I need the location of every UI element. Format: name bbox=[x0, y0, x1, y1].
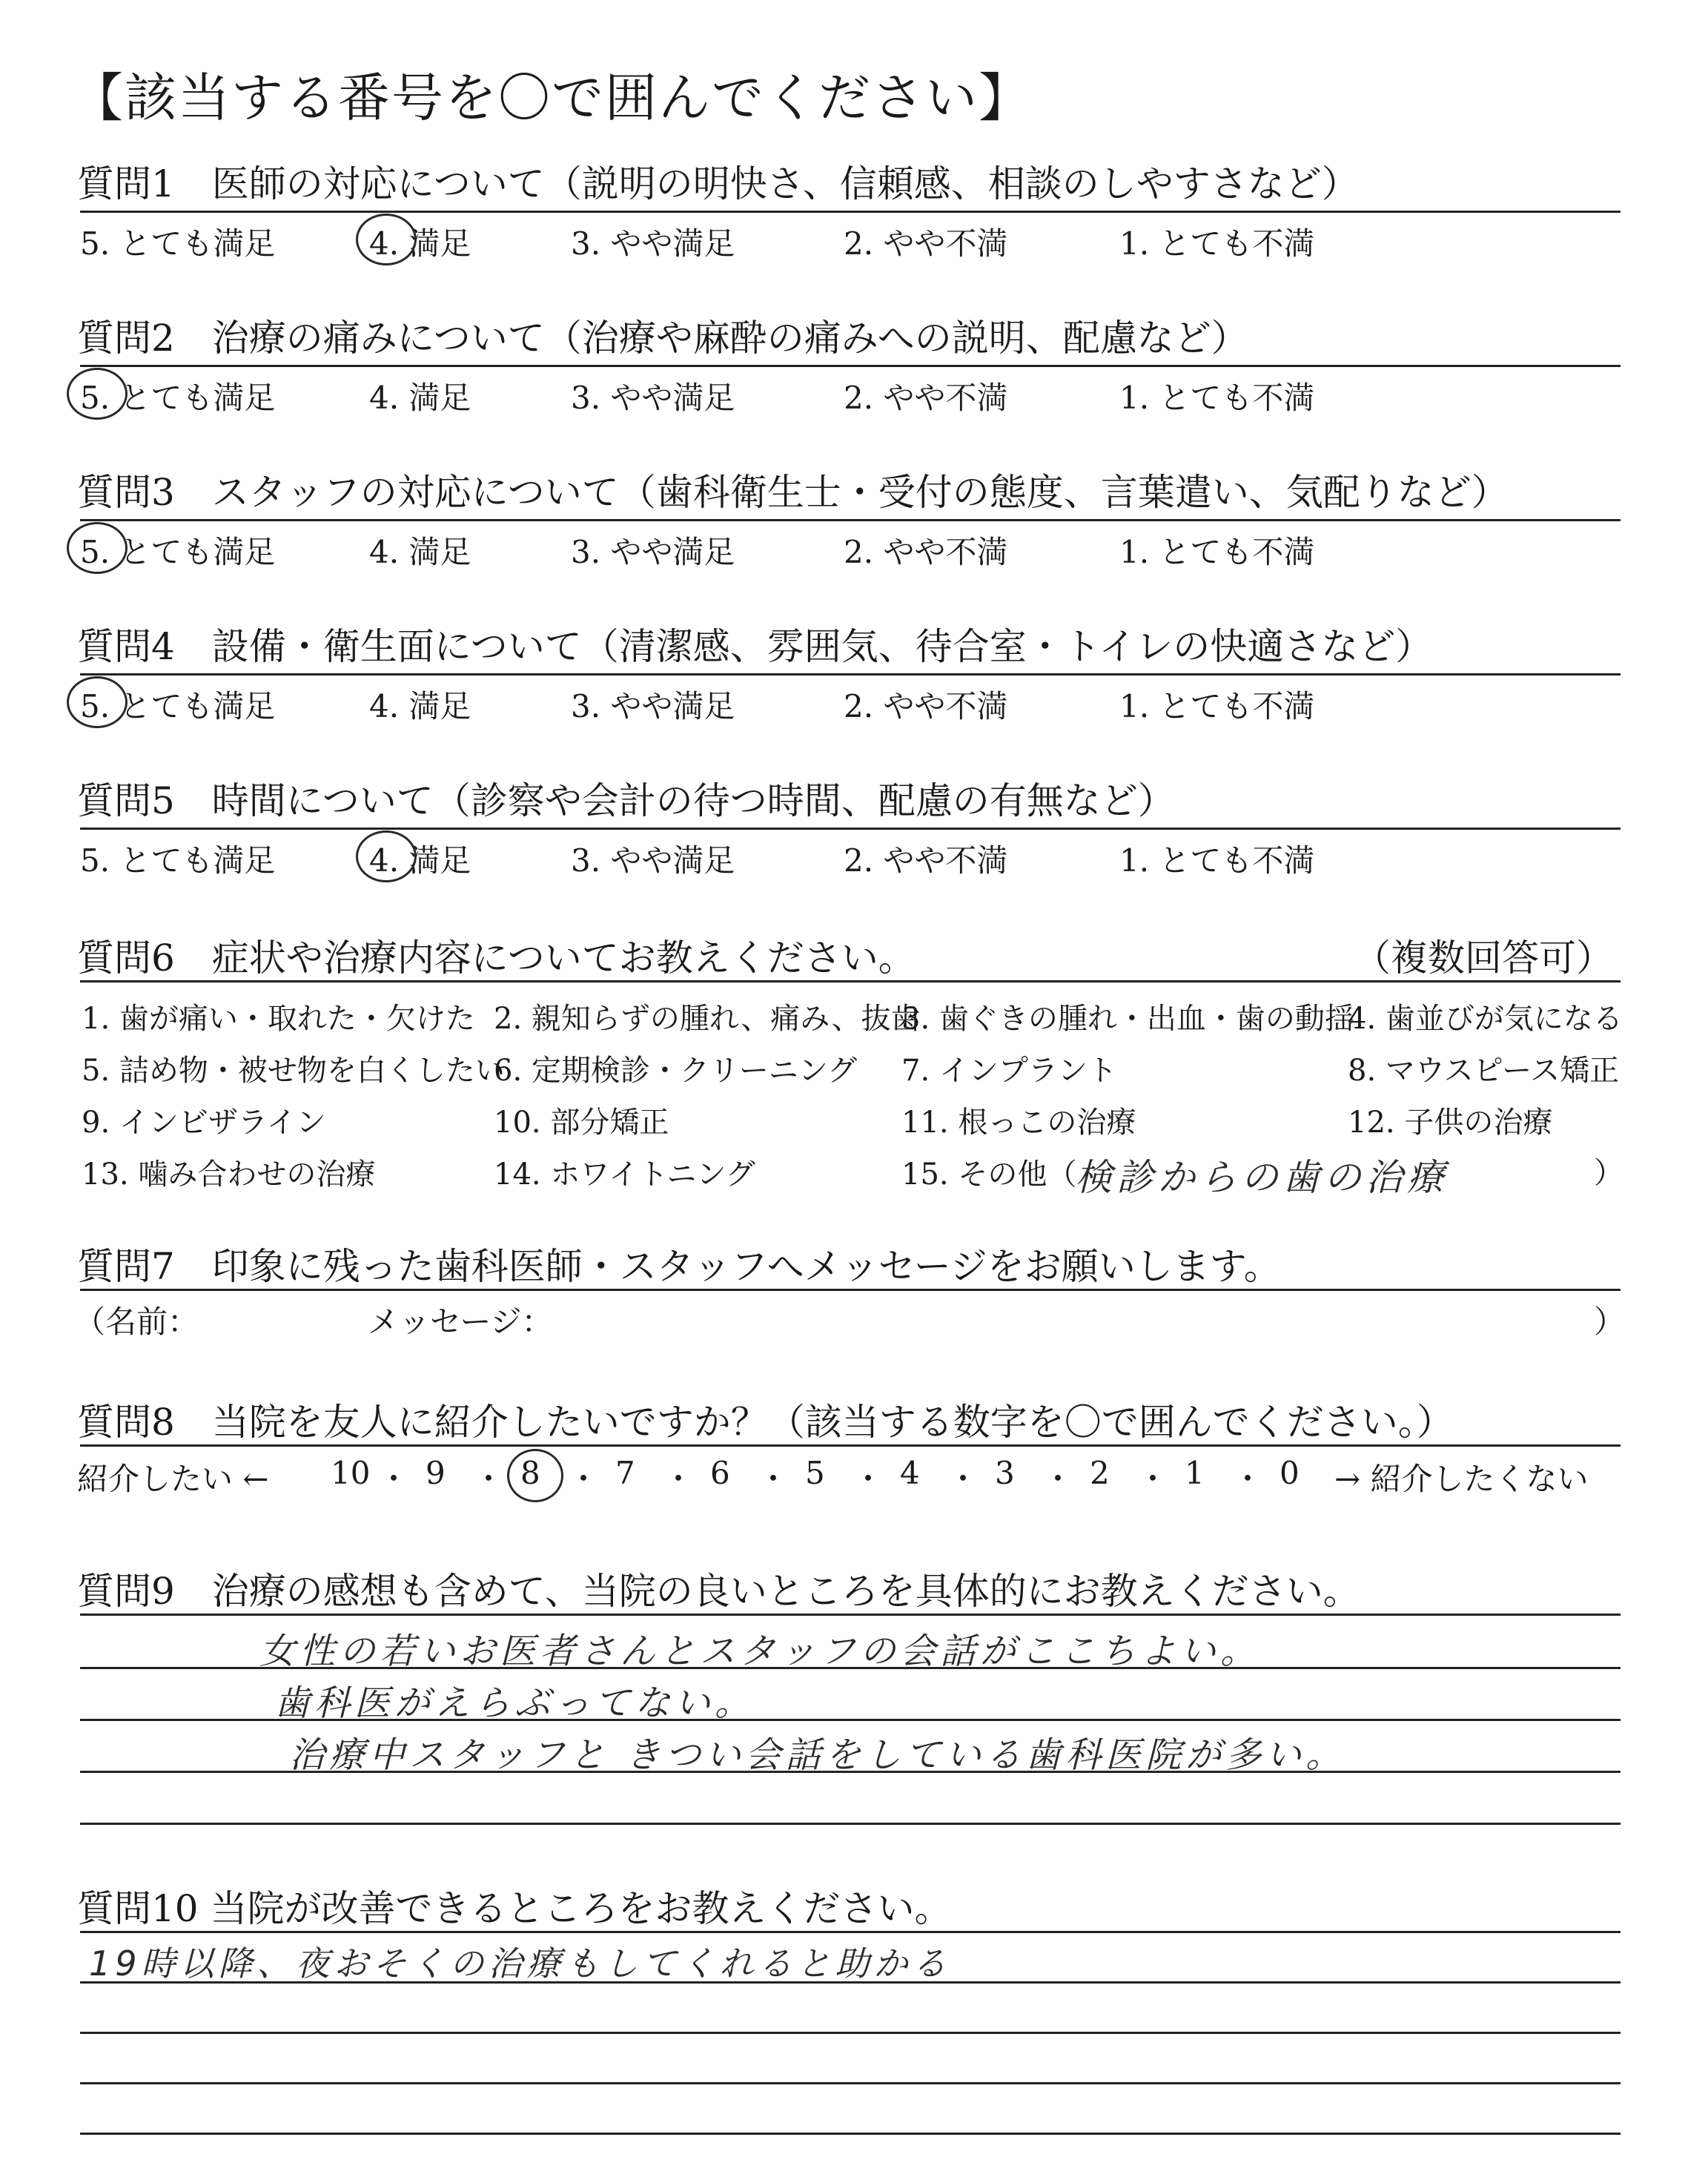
q7-title: 質問7 印象に残った歯科医師・スタッフへメッセージをお願いします。 bbox=[77, 1245, 1281, 1288]
q5-option-3[interactable]: 3. やや満足 bbox=[571, 842, 735, 879]
q8-scale-separator: ・ bbox=[568, 1461, 600, 1497]
q3-option-5[interactable]: 5. とても満足 bbox=[80, 534, 276, 570]
q3-option-2[interactable]: 2. やや不満 bbox=[844, 534, 1008, 570]
q6-other-answer[interactable]: 検診からの歯の治療 bbox=[1075, 1156, 1449, 1199]
q2-title: 質問2 治療の痛みについて（治療や麻酔の痛みへの説明、配慮など） bbox=[77, 317, 1248, 360]
q8-scale-10[interactable]: 10 bbox=[331, 1455, 371, 1491]
q10-rule-4 bbox=[80, 2082, 1621, 2084]
q6-note: （複数回答可） bbox=[1354, 937, 1613, 980]
q4-option-3[interactable]: 3. やや満足 bbox=[571, 688, 735, 724]
q10-rule-5 bbox=[80, 2133, 1621, 2135]
q1-option-2[interactable]: 2. やや不満 bbox=[844, 225, 1008, 262]
q8-scale-separator: ・ bbox=[947, 1461, 979, 1497]
q8-scale-separator: ・ bbox=[378, 1461, 410, 1497]
q9-answer-line-3[interactable]: 治療中スタッフと きつい会話をしている歯科医院が多い。 bbox=[289, 1734, 1346, 1776]
q8-scale-separator: ・ bbox=[473, 1461, 505, 1497]
q9-answer-line-1[interactable]: 女性の若いお医者さんとスタッフの会話がここちよい。 bbox=[259, 1631, 1261, 1672]
q8-scale-0[interactable]: 0 bbox=[1280, 1455, 1300, 1491]
q8-scale-2[interactable]: 2 bbox=[1090, 1455, 1110, 1491]
q4-option-5[interactable]: 5. とても満足 bbox=[80, 688, 276, 724]
q1-option-3[interactable]: 3. やや満足 bbox=[571, 225, 735, 262]
q3-rule bbox=[80, 519, 1621, 521]
q4-title: 質問4 設備・衛生面について（清潔感、雰囲気、待合室・トイレの快適さなど） bbox=[77, 625, 1433, 668]
q5-option-2[interactable]: 2. やや不満 bbox=[844, 842, 1008, 879]
q6-option-13[interactable]: 13. 噛み合わせの治療 bbox=[82, 1157, 376, 1192]
q6-option-15[interactable]: 15. その他（ bbox=[901, 1157, 1077, 1192]
q8-title: 質問8 当院を友人に紹介したいですか？（該当する数字を〇で囲んでください。） bbox=[77, 1401, 1454, 1444]
q7-close: ） bbox=[1594, 1304, 1626, 1340]
q8-rule bbox=[80, 1444, 1621, 1447]
q4-option-1[interactable]: 1. とても不満 bbox=[1119, 688, 1315, 724]
q7-message-label: メッセージ： bbox=[368, 1304, 553, 1340]
q3-selected-circle bbox=[67, 522, 128, 574]
q10-answer-line-1[interactable]: 19時以降、夜おそくの治療もしてくれると助かる bbox=[89, 1943, 951, 1984]
q10-title: 質問10 当院が改善できるところをお教えください。 bbox=[77, 1887, 952, 1930]
q8-scale-7[interactable]: 7 bbox=[615, 1455, 635, 1491]
form-title: 【該当する番号を〇で囲んでください】 bbox=[71, 67, 1032, 128]
q8-scale-5[interactable]: 5 bbox=[805, 1455, 825, 1491]
q2-option-5[interactable]: 5. とても満足 bbox=[80, 380, 276, 416]
q8-scale-separator: ・ bbox=[1232, 1461, 1264, 1497]
q8-right-label: → 紹介したくない bbox=[1334, 1461, 1589, 1497]
q2-option-3[interactable]: 3. やや満足 bbox=[571, 380, 735, 416]
q3-title: 質問3 スタッフの対応について（歯科衛生士・受付の態度、言葉遣い、気配りなど） bbox=[77, 471, 1509, 514]
q6-option-4[interactable]: 4. 歯並びが気になる bbox=[1348, 1002, 1623, 1036]
q4-option-2[interactable]: 2. やや不満 bbox=[844, 688, 1008, 724]
q5-option-4[interactable]: 4. 満足 bbox=[369, 842, 471, 879]
q7-rule bbox=[80, 1289, 1621, 1291]
q3-option-3[interactable]: 3. やや満足 bbox=[571, 534, 735, 570]
q9-rule-5 bbox=[80, 1823, 1621, 1825]
q5-title: 質問5 時間について（診察や会計の待つ時間、配慮の有無など） bbox=[77, 779, 1175, 822]
q5-selected-circle bbox=[356, 830, 417, 882]
q5-option-5[interactable]: 5. とても満足 bbox=[80, 842, 276, 879]
q8-selected-circle bbox=[507, 1449, 563, 1502]
q8-scale-1[interactable]: 1 bbox=[1185, 1455, 1205, 1491]
q2-option-1[interactable]: 1. とても不満 bbox=[1119, 380, 1315, 416]
q4-selected-circle bbox=[67, 676, 128, 728]
q1-option-4[interactable]: 4. 満足 bbox=[369, 225, 471, 262]
q6-option-9[interactable]: 9. インビザライン bbox=[82, 1106, 326, 1140]
q6-rule bbox=[80, 980, 1621, 982]
q6-option-3[interactable]: 3. 歯ぐきの腫れ・出血・歯の動揺 bbox=[901, 1002, 1354, 1036]
q6-option-1[interactable]: 1. 歯が痛い・取れた・欠けた bbox=[82, 1002, 475, 1036]
q6-option-11[interactable]: 11. 根っこの治療 bbox=[901, 1106, 1136, 1140]
q1-title: 質問1 医師の対応について（説明の明快さ、信頼感、相談のしやすさなど） bbox=[77, 162, 1359, 205]
q1-option-1[interactable]: 1. とても不満 bbox=[1119, 225, 1315, 262]
q8-scale-separator: ・ bbox=[1042, 1461, 1074, 1497]
q2-rule bbox=[80, 365, 1621, 367]
q6-option-10[interactable]: 10. 部分矯正 bbox=[494, 1106, 669, 1140]
q10-rule-1 bbox=[80, 1931, 1621, 1933]
q4-rule bbox=[80, 673, 1621, 676]
q10-rule-3 bbox=[80, 2032, 1621, 2034]
q6-option-6[interactable]: 6. 定期検診・クリーニング bbox=[494, 1054, 858, 1088]
q5-option-1[interactable]: 1. とても不満 bbox=[1119, 842, 1315, 879]
q6-option-12[interactable]: 12. 子供の治療 bbox=[1348, 1106, 1553, 1140]
q8-left-label: 紹介したい ← bbox=[77, 1461, 269, 1497]
q5-rule bbox=[80, 828, 1621, 830]
q1-rule bbox=[80, 211, 1621, 213]
q7-name-label: （名前： bbox=[74, 1304, 199, 1340]
q8-scale-separator: ・ bbox=[758, 1461, 790, 1497]
q3-option-4[interactable]: 4. 満足 bbox=[369, 534, 471, 570]
q9-title: 質問9 治療の感想も含めて、当院の良いところを具体的にお教えください。 bbox=[77, 1570, 1360, 1613]
q8-scale-3[interactable]: 3 bbox=[995, 1455, 1015, 1491]
q8-scale-separator: ・ bbox=[663, 1461, 695, 1497]
q1-option-5[interactable]: 5. とても満足 bbox=[80, 225, 276, 262]
q6-title: 質問6 症状や治療内容についてお教えください。 bbox=[77, 937, 916, 980]
q2-option-4[interactable]: 4. 満足 bbox=[369, 380, 471, 416]
q3-option-1[interactable]: 1. とても不満 bbox=[1119, 534, 1315, 570]
q8-scale-separator: ・ bbox=[1137, 1461, 1169, 1497]
q1-selected-circle bbox=[356, 214, 417, 265]
q9-answer-line-2[interactable]: 歯科医がえらぶってない。 bbox=[274, 1682, 755, 1724]
q8-scale-8[interactable]: 8 bbox=[520, 1455, 540, 1491]
q6-option-5[interactable]: 5. 詰め物・被せ物を白くしたい bbox=[82, 1054, 505, 1088]
q2-option-2[interactable]: 2. やや不満 bbox=[844, 380, 1008, 416]
q8-scale-6[interactable]: 6 bbox=[710, 1455, 730, 1491]
q8-scale-4[interactable]: 4 bbox=[900, 1455, 920, 1491]
q6-option-2[interactable]: 2. 親知らずの腫れ、痛み、抜歯 bbox=[494, 1002, 921, 1036]
q2-selected-circle bbox=[67, 368, 128, 420]
q6-option-14[interactable]: 14. ホワイトニング bbox=[494, 1157, 755, 1192]
q4-option-4[interactable]: 4. 満足 bbox=[369, 688, 471, 724]
q6-option-8[interactable]: 8. マウスピース矯正 bbox=[1348, 1054, 1620, 1088]
q8-scale-separator: ・ bbox=[853, 1461, 884, 1497]
q6-option-7[interactable]: 7. インプラント bbox=[901, 1054, 1117, 1088]
q8-scale-9[interactable]: 9 bbox=[426, 1455, 446, 1491]
q6-other-close: ） bbox=[1594, 1156, 1623, 1190]
q9-rule-1 bbox=[80, 1614, 1621, 1616]
